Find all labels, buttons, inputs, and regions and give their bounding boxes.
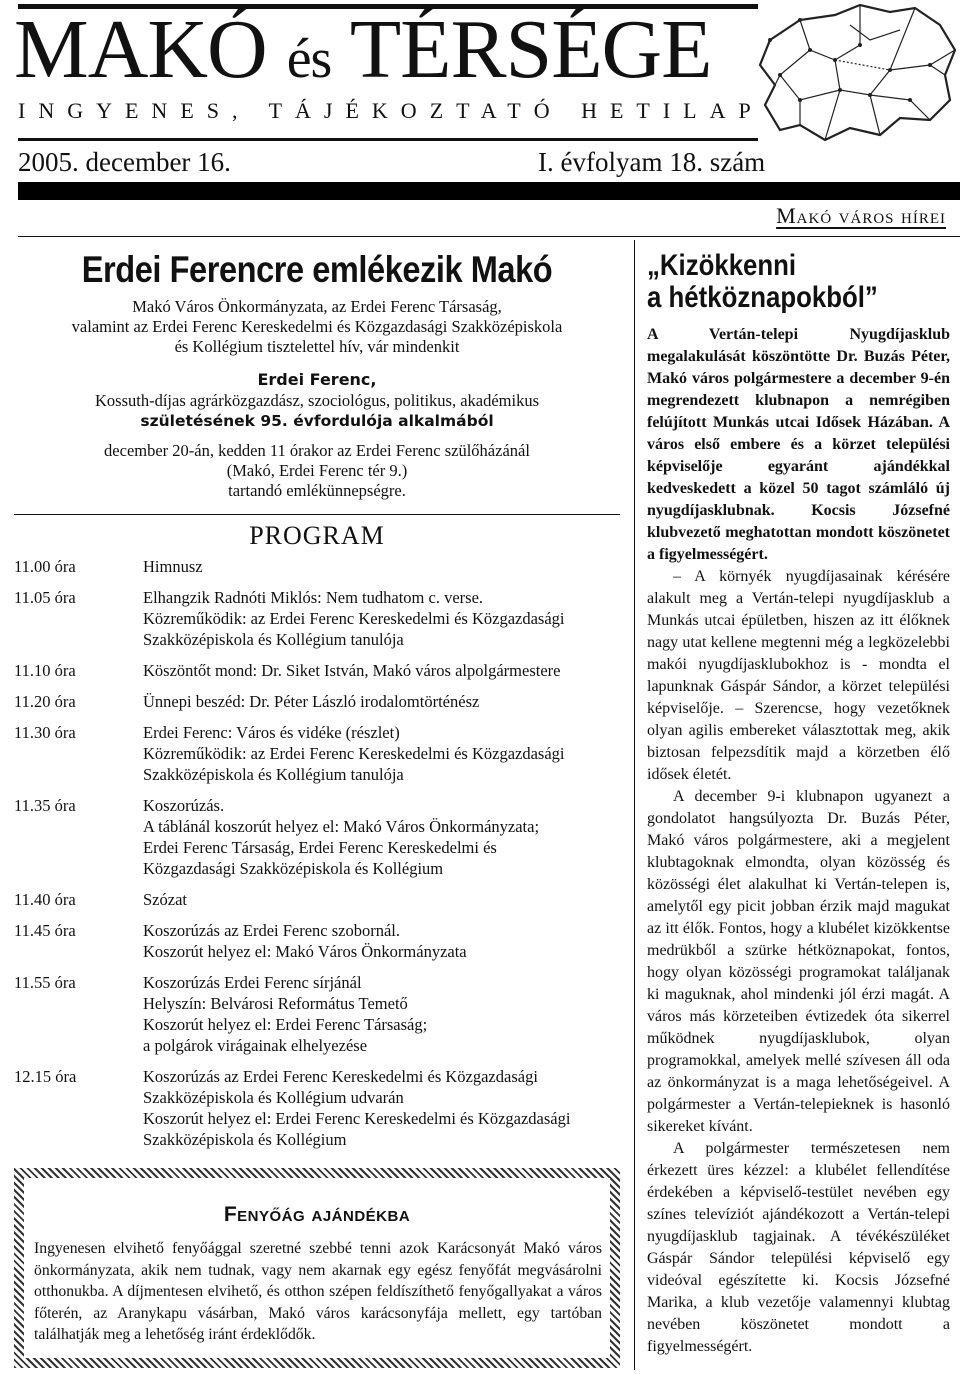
program-line: Közgazdasági Szakközépiskola és Kollégium <box>143 859 444 878</box>
program-description <box>143 660 620 681</box>
program-time: 11.35 óra <box>14 796 76 815</box>
program-item <box>14 556 620 577</box>
program-line: Koszorúzás Erdei Ferenc sírjánál <box>143 973 362 992</box>
program-line: Közreműködik: az Erdei Ferenc Kereskedelmi és Közgazdasági <box>143 744 565 763</box>
program-description <box>143 920 620 962</box>
program-list <box>14 556 620 1150</box>
program-time: 11.10 óra <box>14 661 76 680</box>
program-rule <box>14 514 620 515</box>
program-item <box>14 972 620 1056</box>
anniversary-line: születésének 95. évfordulója alkalmából <box>140 412 494 430</box>
program-description <box>143 972 620 1056</box>
program-line: Erdei Ferenc Társaság, Erdei Ferenc Kereskedelmi és <box>143 838 497 857</box>
program-description <box>143 722 620 785</box>
section-rule <box>18 236 960 237</box>
program-line: Helyszín: Belvárosi Református Temető <box>143 994 408 1013</box>
program-line: Szakközépiskola és Kollégium <box>143 1130 347 1149</box>
program-line: Erdei Ferenc: Város és vidéke (részlet) <box>143 723 400 742</box>
program-heading: PROGRAM <box>249 521 385 550</box>
program-description <box>143 795 620 879</box>
honoree-description: Kossuth-díjas agrárközgazdász, szociológus, politikus, akadémikus <box>94 391 540 410</box>
side-title-line: „Kizökkenni <box>647 249 797 282</box>
event-line: december 20-án, kedden 11 órakor az Erdei Ferenc szülőházánál <box>104 441 530 460</box>
column-divider <box>634 240 635 1370</box>
program-item <box>14 722 620 785</box>
intro-line: Makó Város Önkormányzata, az Erdei Ferenc Társaság, <box>132 297 502 316</box>
title-part-3: TÉRSÉGE <box>331 3 712 96</box>
program-line: Koszorút helyez el: Erdei Ferenc Társaság; <box>143 1015 428 1034</box>
event-info <box>14 441 620 501</box>
program-line: Koszorút helyez el: Erdei Ferenc Kereskedelmi és Közgazdasági <box>143 1109 571 1128</box>
side-paragraph: A polgármester természetesen nem érkezett üres kézzel: a klubélet fellendítése érdekében a képviselő-testület nevében egy színes televíziót ajándékozott a Vertán-telepi nyugdíjasklub tagjainak. A tévékészüléket Gáspár Sándor települési képviselő egy videóval egészítette ki. Kocsis Józsefné Marika, a klub vezetője valamennyi klubtag nevében köszönetet mondott a figyelmességért. <box>647 1140 950 1355</box>
side-title-line: a hétköznapokból” <box>647 281 878 314</box>
main-article <box>14 245 620 1149</box>
program-time: 11.30 óra <box>14 723 76 742</box>
side-paragraph: A december 9-i klubnapon ugyanezt a gondolatot hangsúlyozta Dr. Buzás Péter, Makó város polgármestere, aki a megjelent klubtagoknak elmondta, olyan közösség és közösségi élet alakulhat ki Vertán-telepen is, amelytől egy picit jobban érzik majd magukat az itt élők. Fontos, hogy a klubélet kizökkentse medrükből a szürke hétköznapokat, fontos, hogy olyan közösségi programokat találjanak ki maguknak, ahol mindenki jól érzi magát. A város más körzeteiben évtizedek óta sikerrel működnek nyugdíjasklubok, olyan programokkal, amelyek mellé szívesen áll oda az önkormányzat is a maga lehetőségeivel. A polgármester a Vertán-telepieknek is hasonló sikereket kívánt. <box>647 788 950 1135</box>
program-line: Közreműködik: az Erdei Ferenc Kereskedelmi és Közgazdasági <box>143 609 565 628</box>
masthead <box>0 0 960 240</box>
program-line: Szakközépiskola és Kollégium tanulója <box>143 630 404 649</box>
program-description <box>143 889 620 910</box>
section-title: Makó város hírei <box>776 203 946 228</box>
issue-date: 2005. december 16. <box>18 147 231 177</box>
program-line: Ünnepi beszéd: Dr. Péter László irodalomtörténész <box>143 692 480 711</box>
honoree-name: Erdei Ferenc, <box>257 370 377 389</box>
side-article-body <box>647 566 950 1358</box>
program-time: 11.55 óra <box>14 973 76 992</box>
program-line: a polgárok virágainak elhelyezése <box>143 1036 368 1055</box>
program-item <box>14 660 620 681</box>
article-title: Erdei Ferencre emlékezik Makó <box>81 249 553 290</box>
side-article-title <box>647 250 908 314</box>
issue-number: I. évfolyam 18. szám <box>538 147 766 177</box>
program-time: 11.45 óra <box>14 921 76 940</box>
region-map-logo <box>740 0 960 150</box>
program-description <box>143 691 620 712</box>
program-time: 11.00 óra <box>14 557 76 576</box>
title-part-1: MAKÓ <box>14 3 287 96</box>
title-part-2: és <box>286 28 332 90</box>
newspaper-subtitle: INGYENES, TÁJÉKOZTATÓ HETILAP <box>18 98 764 123</box>
newspaper-title <box>14 2 711 107</box>
side-article <box>647 250 950 1358</box>
program-description <box>143 556 620 577</box>
program-line: Szózat <box>143 890 187 909</box>
program-item <box>14 691 620 712</box>
event-line: (Makó, Erdei Ferenc tér 9.) <box>226 461 408 480</box>
program-line: Koszorúzás az Erdei Ferenc szobornál. <box>143 921 401 940</box>
program-time: 11.05 óra <box>14 588 76 607</box>
program-time: 12.15 óra <box>14 1067 77 1086</box>
article-intro <box>14 297 620 357</box>
side-paragraph: – A környék nyugdíjasainak kérésére alakult meg a Vertán-telepi nyugdíjasklub a Munkás utcai épületben, hiszen az itt élőknek nagy utat kellene megtenni még a legközelebbi makói nyugdíjasklubokhoz is - mondta el lapunknak Gáspár Sándor, a körzet települési képviselője. – Szerencse, hogy vezetőknek olyan agilis embereket választottak meg, akik biztosan felpezsdítik majd a körzetben élő idősek életét. <box>647 568 950 783</box>
program-item <box>14 920 620 962</box>
program-line: Szakközépiskola és Kollégium tanulója <box>143 765 404 784</box>
program-line: Szakközépiskola és Kollégium udvarán <box>143 1088 404 1107</box>
program-line: Köszöntőt mond: Dr. Siket István, Makó város alpolgármestere <box>143 661 561 680</box>
program-item <box>14 1066 620 1150</box>
box-article-title: Fenyőág ajándékba <box>223 1203 411 1226</box>
program-description <box>143 1066 620 1150</box>
program-line: Elhangzik Radnóti Miklós: Nem tudhatom c. verse. <box>143 588 484 607</box>
program-time: 11.40 óra <box>14 890 76 909</box>
program-description <box>143 587 620 650</box>
program-item <box>14 587 620 650</box>
program-line: Koszorúzás. <box>143 796 225 815</box>
event-line: tartandó emlékünnepségre. <box>228 481 406 500</box>
program-line: A táblánál koszorút helyez el: Makó Város Önkormányzata; <box>143 817 540 836</box>
intro-line: valamint az Erdei Ferenc Kereskedelmi és Közgazdasági Szakközépiskola <box>71 317 563 336</box>
program-item <box>14 795 620 879</box>
program-item <box>14 889 620 910</box>
program-line: Koszorúzás az Erdei Ferenc Kereskedelmi és Közgazdasági <box>143 1067 538 1086</box>
intro-line: és Kollégium tisztelettel hív, vár mindenkit <box>174 337 460 356</box>
masthead-black-bar <box>18 182 960 200</box>
program-time: 11.20 óra <box>14 692 76 711</box>
program-line: Koszorút helyez el: Makó Város Önkormányzata <box>143 942 467 961</box>
date-row <box>18 138 766 178</box>
side-article-lead: A Vertán-telepi Nyugdíjasklub megalakulását köszöntötte Dr. Buzás Péter, Makó város polgármestere a december 9-én megrendezett klubnapon a nemrégiben felújított Munkás utcai Idősek Házában. A város első embere és a körzet települési képviselője egyaránt ajándékkal kedveskedett a közel 50 tagot számláló új nyugdíjasklubnak. Kocsis Józsefné klubvezető meghatottan mondott köszönetet a figyelmességért. <box>647 326 950 563</box>
box-article-text: Ingyenesen elvihető fenyőággal szeretné szebbé tenni azok Karácsonyát Makó város önkormányzata, akik nem tudnak, vagy nem akarnak egy egész fenyőfát megvásárolni otthonukba. A díjmentesen elvihető, és otthon szépen feldíszíthető fenyőgallyakat a város főterén, az Aranykapu vásárban, Makó város karácsonyfája mellett, egy tartóban találhatják meg a lehetőség iránt érdeklődők. <box>34 1240 602 1344</box>
program-line: Himnusz <box>143 557 203 576</box>
